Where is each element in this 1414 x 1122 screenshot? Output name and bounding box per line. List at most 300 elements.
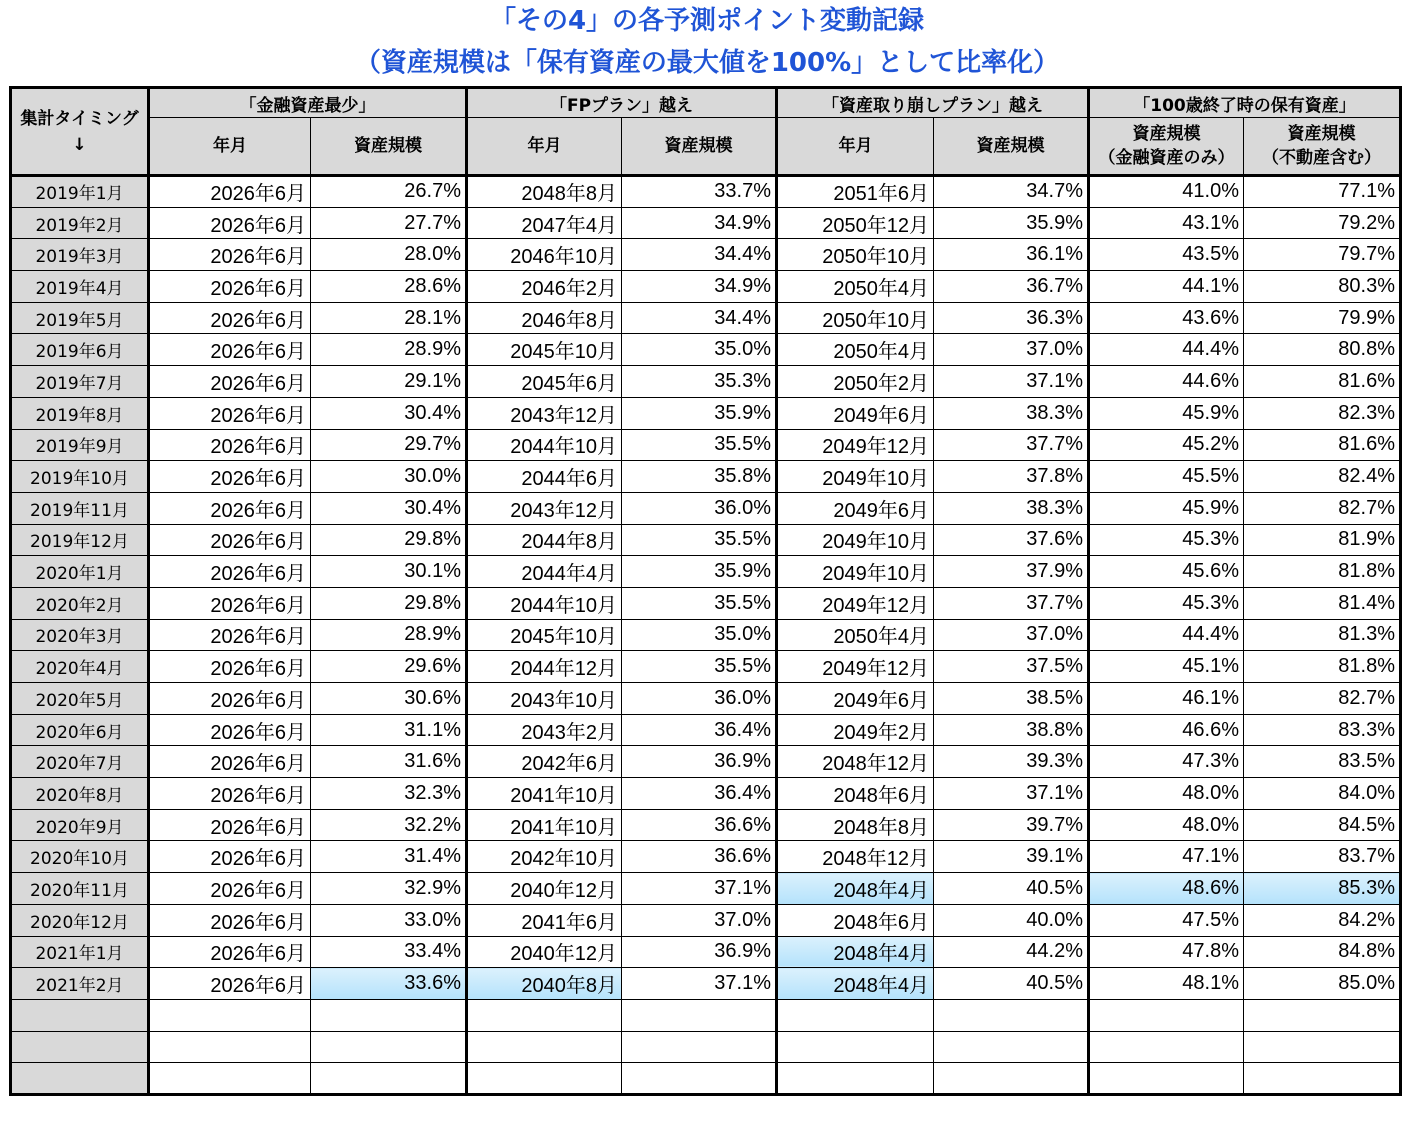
table-cell: 2049年6月	[777, 397, 934, 429]
column-header: 年月	[149, 118, 311, 176]
table-cell: 35.5%	[622, 587, 777, 619]
table-cell: 81.6%	[1244, 366, 1401, 398]
table-cell: 35.5%	[622, 651, 777, 683]
column-header: 資産規模 （金融資産のみ）	[1089, 118, 1244, 176]
table-cell: 45.6%	[1089, 556, 1244, 588]
table-cell: 2049年12月	[777, 587, 934, 619]
row-timing-label: 2020年11月	[11, 873, 149, 905]
table-cell: 2051年6月	[777, 176, 934, 208]
table-cell: 2049年2月	[777, 714, 934, 746]
table-cell: 35.3%	[622, 366, 777, 398]
table-cell: 34.4%	[622, 239, 777, 271]
table-row	[11, 239, 1401, 271]
table-cell: 81.4%	[1244, 587, 1401, 619]
table-cell: 30.1%	[311, 556, 467, 588]
group-header: 「資産取り崩しプラン」越え	[777, 88, 1089, 118]
table-cell: 35.9%	[622, 556, 777, 588]
row-timing-label	[11, 1031, 149, 1063]
table-cell	[934, 999, 1089, 1031]
row-timing-label: 2020年4月	[11, 651, 149, 683]
table-row	[11, 873, 1401, 905]
table-cell	[311, 1031, 467, 1063]
table-cell: 36.7%	[934, 271, 1089, 303]
table-row	[11, 556, 1401, 588]
table-cell: 37.7%	[934, 587, 1089, 619]
table-cell: 84.5%	[1244, 809, 1401, 841]
row-timing-label: 2019年8月	[11, 397, 149, 429]
table-cell: 37.8%	[934, 461, 1089, 493]
table-cell: 37.0%	[934, 334, 1089, 366]
table-cell	[149, 1063, 311, 1095]
table-cell: 2048年4月	[777, 873, 934, 905]
page-title: 「その4」の各予測ポイント変動記録	[489, 6, 925, 36]
table-cell: 2049年12月	[777, 651, 934, 683]
table-cell	[467, 1063, 622, 1095]
table-cell	[1089, 1063, 1244, 1095]
table-cell: 2044年8月	[467, 524, 622, 556]
table-cell: 34.7%	[934, 176, 1089, 208]
table-cell: 2026年6月	[149, 556, 311, 588]
table-cell: 45.1%	[1089, 651, 1244, 683]
table-cell: 2046年10月	[467, 239, 622, 271]
table-cell: 29.7%	[311, 429, 467, 461]
table-cell: 2048年12月	[777, 841, 934, 873]
table-cell: 36.4%	[622, 714, 777, 746]
row-timing-label: 2019年9月	[11, 429, 149, 461]
column-header: 資産規模	[934, 118, 1089, 176]
table-cell: 41.0%	[1089, 176, 1244, 208]
table-row	[11, 176, 1401, 208]
table-cell: 36.9%	[622, 746, 777, 778]
table-cell: 2045年10月	[467, 619, 622, 651]
table-cell: 28.6%	[311, 271, 467, 303]
down-arrow-icon: ↓	[72, 134, 87, 155]
table-cell: 2047年4月	[467, 207, 622, 239]
table-cell: 39.7%	[934, 809, 1089, 841]
prediction-table	[9, 86, 1402, 1096]
table-cell: 2050年2月	[777, 366, 934, 398]
table-row	[11, 936, 1401, 968]
table-cell: 30.6%	[311, 683, 467, 715]
table-cell: 35.5%	[622, 429, 777, 461]
table-cell: 31.1%	[311, 714, 467, 746]
row-timing-label: 2019年11月	[11, 492, 149, 524]
page-subtitle: （資産規模は「保有資産の最大値を100%」として比率化）	[354, 48, 1060, 78]
table-cell: 2026年6月	[149, 429, 311, 461]
table-row	[11, 904, 1401, 936]
row-timing-label	[11, 1063, 149, 1095]
table-cell: 27.7%	[311, 207, 467, 239]
table-cell: 33.6%	[311, 968, 467, 1000]
table-cell: 2044年4月	[467, 556, 622, 588]
table-cell	[934, 1031, 1089, 1063]
table-cell: 37.7%	[934, 429, 1089, 461]
table-cell: 83.7%	[1244, 841, 1401, 873]
table-cell: 2050年4月	[777, 334, 934, 366]
table-row	[11, 492, 1401, 524]
table-cell: 32.3%	[311, 778, 467, 810]
table-cell: 44.2%	[934, 936, 1089, 968]
table-row	[11, 714, 1401, 746]
table-cell: 35.0%	[622, 334, 777, 366]
table-cell	[311, 999, 467, 1031]
table-cell: 2050年10月	[777, 302, 934, 334]
table-cell: 29.8%	[311, 524, 467, 556]
table-cell: 36.6%	[622, 841, 777, 873]
table-cell: 48.0%	[1089, 809, 1244, 841]
table-cell: 43.6%	[1089, 302, 1244, 334]
table-cell: 2041年6月	[467, 904, 622, 936]
table-cell: 79.2%	[1244, 207, 1401, 239]
table-cell: 2026年6月	[149, 587, 311, 619]
table-cell: 45.3%	[1089, 524, 1244, 556]
table-cell: 36.0%	[622, 492, 777, 524]
table-cell: 2043年12月	[467, 397, 622, 429]
table-cell: 2046年8月	[467, 302, 622, 334]
table-cell: 30.0%	[311, 461, 467, 493]
table-row	[11, 461, 1401, 493]
table-cell: 45.9%	[1089, 492, 1244, 524]
table-cell: 39.3%	[934, 746, 1089, 778]
table-cell: 2044年10月	[467, 429, 622, 461]
table-cell	[1244, 1031, 1401, 1063]
table-cell: 2041年10月	[467, 778, 622, 810]
table-cell: 84.8%	[1244, 936, 1401, 968]
table-cell: 45.9%	[1089, 397, 1244, 429]
table-cell: 2026年6月	[149, 873, 311, 905]
table-row	[11, 841, 1401, 873]
table-cell	[622, 1063, 777, 1095]
row-timing-label: 2020年2月	[11, 587, 149, 619]
table-cell: 35.0%	[622, 619, 777, 651]
table-cell: 2048年6月	[777, 904, 934, 936]
table-cell: 81.8%	[1244, 651, 1401, 683]
table-cell: 48.1%	[1089, 968, 1244, 1000]
table-cell: 2026年6月	[149, 207, 311, 239]
empty-row	[11, 1063, 1401, 1095]
table-cell: 35.9%	[934, 207, 1089, 239]
table-cell: 84.2%	[1244, 904, 1401, 936]
table-cell: 40.5%	[934, 873, 1089, 905]
table-cell	[1244, 999, 1401, 1031]
table-cell: 2048年8月	[777, 809, 934, 841]
table-cell: 2026年6月	[149, 841, 311, 873]
table-cell: 2044年10月	[467, 587, 622, 619]
table-cell: 2049年10月	[777, 556, 934, 588]
table-cell: 2026年6月	[149, 936, 311, 968]
row-timing-label: 2020年7月	[11, 746, 149, 778]
table-cell: 2044年6月	[467, 461, 622, 493]
table-cell: 45.2%	[1089, 429, 1244, 461]
table-cell: 80.8%	[1244, 334, 1401, 366]
table-cell: 37.1%	[622, 873, 777, 905]
table-cell: 2026年6月	[149, 524, 311, 556]
table-cell: 2048年4月	[777, 968, 934, 1000]
table-cell: 2048年4月	[777, 936, 934, 968]
table-row	[11, 429, 1401, 461]
table-cell: 77.1%	[1244, 176, 1401, 208]
table-cell: 2048年8月	[467, 176, 622, 208]
table-cell: 48.0%	[1089, 778, 1244, 810]
empty-row	[11, 999, 1401, 1031]
table-cell: 2026年6月	[149, 239, 311, 271]
row-timing-label: 2019年5月	[11, 302, 149, 334]
table-cell: 2043年12月	[467, 492, 622, 524]
row-timing-label: 2020年8月	[11, 778, 149, 810]
table-cell: 80.3%	[1244, 271, 1401, 303]
row-timing-label: 2021年2月	[11, 968, 149, 1000]
table-cell: 37.0%	[622, 904, 777, 936]
table-cell: 2048年12月	[777, 746, 934, 778]
table-cell: 2026年6月	[149, 904, 311, 936]
table-cell: 29.8%	[311, 587, 467, 619]
table-cell: 2026年6月	[149, 302, 311, 334]
table-cell	[777, 999, 934, 1031]
row-timing-label	[11, 999, 149, 1031]
table-cell	[467, 1031, 622, 1063]
table-cell	[934, 1063, 1089, 1095]
table-cell: 47.5%	[1089, 904, 1244, 936]
table-cell: 33.7%	[622, 176, 777, 208]
table-cell: 47.3%	[1089, 746, 1244, 778]
row-timing-label: 2019年12月	[11, 524, 149, 556]
row-timing-label: 2020年10月	[11, 841, 149, 873]
table-cell: 28.1%	[311, 302, 467, 334]
row-timing-label: 2020年12月	[11, 904, 149, 936]
table-cell: 38.3%	[934, 492, 1089, 524]
table-cell	[1089, 1031, 1244, 1063]
table-cell: 31.4%	[311, 841, 467, 873]
column-header: 資産規模	[311, 118, 467, 176]
table-cell: 28.9%	[311, 334, 467, 366]
table-cell: 35.8%	[622, 461, 777, 493]
table-cell: 81.8%	[1244, 556, 1401, 588]
table-row	[11, 397, 1401, 429]
table-cell: 84.0%	[1244, 778, 1401, 810]
table-cell: 2045年6月	[467, 366, 622, 398]
table-cell: 33.4%	[311, 936, 467, 968]
table-cell: 2026年6月	[149, 397, 311, 429]
table-row	[11, 271, 1401, 303]
table-cell: 48.6%	[1089, 873, 1244, 905]
table-cell: 2049年10月	[777, 524, 934, 556]
row-timing-label: 2019年2月	[11, 207, 149, 239]
table-cell: 30.4%	[311, 397, 467, 429]
table-cell	[1244, 1063, 1401, 1095]
table-cell: 47.1%	[1089, 841, 1244, 873]
table-cell: 81.3%	[1244, 619, 1401, 651]
table-cell: 30.4%	[311, 492, 467, 524]
table-cell: 2049年12月	[777, 429, 934, 461]
table-cell: 40.0%	[934, 904, 1089, 936]
group-header: 「FPプラン」越え	[467, 88, 777, 118]
table-cell: 43.1%	[1089, 207, 1244, 239]
table-cell: 44.6%	[1089, 366, 1244, 398]
table-cell	[1089, 999, 1244, 1031]
table-cell: 36.4%	[622, 778, 777, 810]
table-cell: 36.9%	[622, 936, 777, 968]
table-cell: 2026年6月	[149, 683, 311, 715]
table-cell: 36.3%	[934, 302, 1089, 334]
table-cell: 37.5%	[934, 651, 1089, 683]
table-row	[11, 334, 1401, 366]
table-cell: 33.0%	[311, 904, 467, 936]
table-cell: 37.9%	[934, 556, 1089, 588]
row-timing-label: 2021年1月	[11, 936, 149, 968]
table-cell: 81.9%	[1244, 524, 1401, 556]
table-cell: 36.0%	[622, 683, 777, 715]
table-cell: 2043年10月	[467, 683, 622, 715]
table-row	[11, 778, 1401, 810]
table-cell: 2041年10月	[467, 809, 622, 841]
table-row	[11, 207, 1401, 239]
table-row	[11, 651, 1401, 683]
table-cell: 81.6%	[1244, 429, 1401, 461]
column-header: 資産規模	[622, 118, 777, 176]
column-header: 資産規模 （不動産含む）	[1244, 118, 1401, 176]
table-row	[11, 746, 1401, 778]
table-cell: 2026年6月	[149, 461, 311, 493]
column-header: 年月	[467, 118, 622, 176]
table-cell	[311, 1063, 467, 1095]
table-cell: 28.0%	[311, 239, 467, 271]
table-row	[11, 524, 1401, 556]
table-cell: 45.3%	[1089, 587, 1244, 619]
table-cell: 2040年8月	[467, 968, 622, 1000]
table-cell: 2043年2月	[467, 714, 622, 746]
empty-row	[11, 1031, 1401, 1063]
table-cell: 85.0%	[1244, 968, 1401, 1000]
row-timing-label: 2020年1月	[11, 556, 149, 588]
table-cell: 43.5%	[1089, 239, 1244, 271]
table-cell: 45.5%	[1089, 461, 1244, 493]
table-cell: 44.1%	[1089, 271, 1244, 303]
row-timing-label: 2019年7月	[11, 366, 149, 398]
table-cell: 38.3%	[934, 397, 1089, 429]
table-cell: 2048年6月	[777, 778, 934, 810]
table-cell: 35.5%	[622, 524, 777, 556]
table-cell: 2050年12月	[777, 207, 934, 239]
table-cell: 2050年10月	[777, 239, 934, 271]
table-cell: 36.1%	[934, 239, 1089, 271]
row-timing-label: 2019年1月	[11, 176, 149, 208]
table-cell: 2040年12月	[467, 873, 622, 905]
row-timing-label: 2020年3月	[11, 619, 149, 651]
table-cell: 2049年6月	[777, 683, 934, 715]
table-cell: 2026年6月	[149, 714, 311, 746]
row-timing-label: 2019年10月	[11, 461, 149, 493]
table-cell: 2026年6月	[149, 778, 311, 810]
table-cell: 44.4%	[1089, 619, 1244, 651]
table-cell: 37.1%	[622, 968, 777, 1000]
table-row	[11, 587, 1401, 619]
table-row	[11, 366, 1401, 398]
table-cell: 37.1%	[934, 366, 1089, 398]
table-cell: 34.4%	[622, 302, 777, 334]
table-cell: 44.4%	[1089, 334, 1244, 366]
row-timing-label: 2019年4月	[11, 271, 149, 303]
table-cell: 2026年6月	[149, 334, 311, 366]
group-header: 「金融資産最少」	[149, 88, 467, 118]
row-label-header	[11, 88, 149, 176]
table-cell: 2045年10月	[467, 334, 622, 366]
table-row	[11, 302, 1401, 334]
table-row	[11, 968, 1401, 1000]
table-cell: 2040年12月	[467, 936, 622, 968]
table-cell: 2026年6月	[149, 619, 311, 651]
table-cell: 83.5%	[1244, 746, 1401, 778]
table-cell	[622, 1031, 777, 1063]
table-cell: 32.9%	[311, 873, 467, 905]
table-cell: 37.6%	[934, 524, 1089, 556]
table-cell: 37.0%	[934, 619, 1089, 651]
table-cell: 35.9%	[622, 397, 777, 429]
row-timing-label: 2020年6月	[11, 714, 149, 746]
table-row	[11, 809, 1401, 841]
table-row	[11, 619, 1401, 651]
table-cell: 28.9%	[311, 619, 467, 651]
table-cell	[777, 1031, 934, 1063]
column-header: 年月	[777, 118, 934, 176]
table-cell: 2026年6月	[149, 176, 311, 208]
table-cell: 82.4%	[1244, 461, 1401, 493]
table-cell: 2050年4月	[777, 271, 934, 303]
table-cell: 2050年4月	[777, 619, 934, 651]
table-cell: 37.1%	[934, 778, 1089, 810]
table-cell: 32.2%	[311, 809, 467, 841]
table-cell: 2044年12月	[467, 651, 622, 683]
table-cell: 2049年6月	[777, 492, 934, 524]
row-label-text: 集計タイミング	[20, 108, 139, 129]
row-timing-label: 2020年9月	[11, 809, 149, 841]
table-cell: 46.6%	[1089, 714, 1244, 746]
table-cell	[622, 999, 777, 1031]
table-cell: 34.9%	[622, 271, 777, 303]
table-cell	[149, 1031, 311, 1063]
table-row	[11, 683, 1401, 715]
table-cell: 38.8%	[934, 714, 1089, 746]
table-cell: 31.6%	[311, 746, 467, 778]
table-cell	[467, 999, 622, 1031]
table-cell: 29.1%	[311, 366, 467, 398]
table-cell: 2026年6月	[149, 271, 311, 303]
table-cell: 2049年10月	[777, 461, 934, 493]
table-cell: 79.9%	[1244, 302, 1401, 334]
table-cell: 2042年10月	[467, 841, 622, 873]
table-cell: 36.6%	[622, 809, 777, 841]
table-cell: 2026年6月	[149, 809, 311, 841]
row-timing-label: 2019年6月	[11, 334, 149, 366]
row-timing-label: 2019年3月	[11, 239, 149, 271]
table-cell: 2042年6月	[467, 746, 622, 778]
table-cell: 46.1%	[1089, 683, 1244, 715]
table-cell	[149, 999, 311, 1031]
table-cell: 2026年6月	[149, 746, 311, 778]
table-cell: 79.7%	[1244, 239, 1401, 271]
group-header: 「100歳終了時の保有資産」	[1089, 88, 1401, 118]
table-cell: 26.7%	[311, 176, 467, 208]
row-timing-label: 2020年5月	[11, 683, 149, 715]
table-cell	[777, 1063, 934, 1095]
table-cell: 2026年6月	[149, 366, 311, 398]
table-cell: 85.3%	[1244, 873, 1401, 905]
table-cell: 40.5%	[934, 968, 1089, 1000]
table-cell: 47.8%	[1089, 936, 1244, 968]
table-cell: 82.7%	[1244, 683, 1401, 715]
table-cell: 2046年2月	[467, 271, 622, 303]
table-cell: 39.1%	[934, 841, 1089, 873]
table-cell: 2026年6月	[149, 968, 311, 1000]
